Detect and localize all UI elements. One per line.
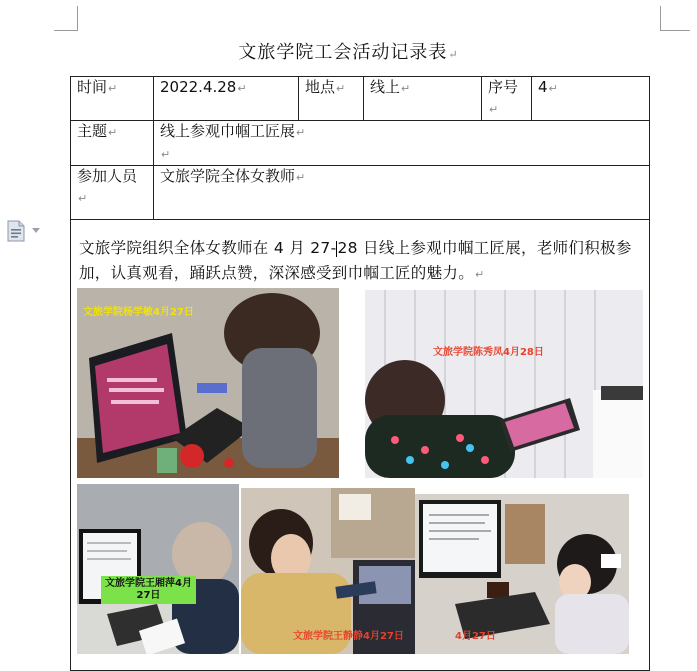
photo-teacher-phone bbox=[241, 488, 415, 654]
place-value-cell: 线上↵ bbox=[364, 77, 482, 121]
theme-label-cell: 主题↵ bbox=[71, 121, 154, 166]
crop-mark-top-left-h bbox=[54, 30, 78, 31]
crop-mark-top-right-v bbox=[660, 6, 661, 30]
photo-teacher-tablet bbox=[365, 290, 643, 478]
place-label-cell: 地点↵ bbox=[299, 77, 364, 121]
photo-4-caption: 文旅学院王静静4月27日 bbox=[293, 631, 404, 642]
dropdown-arrow-icon[interactable] bbox=[32, 228, 40, 233]
activity-description: 文旅学院组织全体女教师在 4 月 27-28 日线上参观巾帼工匠展，老师们积极参加，认真观看，踊跃点赞，深深感受到巾帼工匠的魅力。↵ bbox=[79, 239, 632, 282]
document-icon[interactable] bbox=[6, 220, 26, 246]
activity-record-table bbox=[70, 76, 650, 671]
photo-1-caption: 文旅学院杨学敏4月27日 bbox=[83, 307, 194, 318]
participants-label-cell: 参加人员↵ bbox=[71, 166, 154, 220]
time-label-cell: 时间↵ bbox=[71, 77, 154, 121]
seq-label-cell: 序号↵ bbox=[482, 77, 532, 121]
photo-teacher-laptop bbox=[77, 288, 339, 478]
document-title: 文旅学院工会活动记录表↵ bbox=[238, 42, 459, 63]
photo-teacher-monitor bbox=[415, 494, 629, 654]
content-cell[interactable] bbox=[71, 220, 650, 671]
time-value-cell: 2022.4.28↵ bbox=[154, 77, 299, 121]
seq-value-cell: 4↵ bbox=[532, 77, 650, 121]
crop-mark-top-left-v bbox=[77, 6, 78, 30]
photo-2-caption: 文旅学院陈秀凤4月28日 bbox=[433, 347, 544, 358]
photo-3-caption: 文旅学院王厢萍4月 27日 bbox=[101, 576, 196, 604]
theme-value-cell: 线上参观巾帼工匠展↵ ↵ bbox=[154, 121, 650, 166]
crop-mark-top-right-h bbox=[660, 30, 690, 31]
photo-teacher-desktop bbox=[77, 484, 239, 654]
photo-5-caption: 4月27日 bbox=[455, 631, 496, 642]
participants-value-cell: 文旅学院全体女教师↵ bbox=[154, 166, 650, 220]
